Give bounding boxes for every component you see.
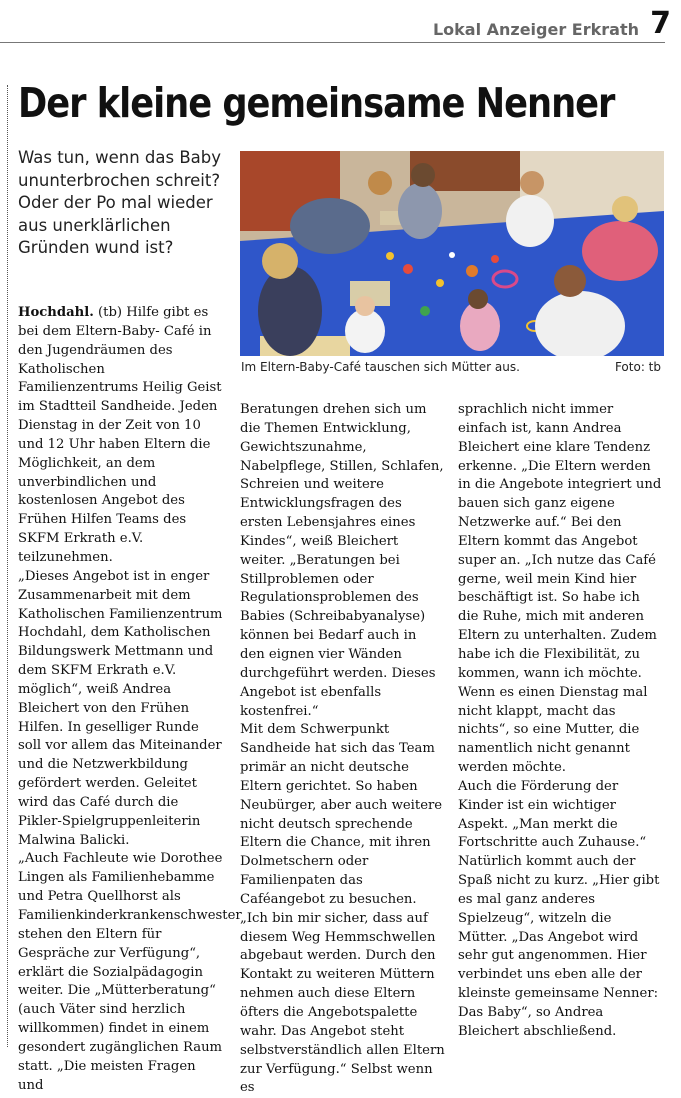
caption-text: Im Eltern-Baby-Café tauschen sich Mütter aus. <box>241 360 520 374</box>
dotted-margin-line <box>7 85 8 1047</box>
page-number: 7 <box>650 6 671 41</box>
headline: Der kleine gemeinsame Nenner <box>18 79 615 127</box>
article-column-2 <box>240 401 445 1098</box>
paragraph: sprachlich nicht immer einfach ist, kann Andrea Bleichert eine klare Tendenz erkenne. „Die Eltern werden in die Angebote integriert und bauen sich ganz eigene Netzwerke auf.“ Bei den Eltern kommt das Angebot super an. „Ich nutze das Café gerne, weil mein Kind hier beschäftigt ist. So habe ich die Ruhe, mich mit anderen Eltern zu unterhalten. Zudem habe ich die Flexibilität, zu kommen, wann ich möchte. Wenn es einen Dienstag mal nicht klappt, macht das nichts“, so eine Mutter, die namentlich nicht genannt werden möchte. <box>458 402 662 776</box>
photo-credit: Foto: tb <box>614 360 661 374</box>
paragraph-text: (tb) Hilfe gibt es bei dem Eltern-Baby- Café in den Jugendräumen des Katholischen Familienzentrums Heilig Geist im Stadtteil Sandheide. Jeden Dienstag in der Zeit von 10 und 12 Uhr haben Eltern die Möglichkeit, an dem unverbindlichen und kostenlosen Angebot des Frühen Hilfen Teams des SKFM Erkrath e.V. teilzunehmen. <box>18 305 222 565</box>
paragraph <box>18 304 225 568</box>
paragraph: „Auch Fachleute wie Dorothee Lingen als Familienhebamme und Petra Quellhorst als Familienkinderkrankenschwester stehen den Eltern für Gespräche zur Verfügung“, erklärt die Sozialpädagogin weiter. Die „Mütterberatung“ (auch Väter sind herzlich willkommen) findet in einem gesondert zugänglichen Raum statt. „Die meisten Fragen und <box>18 851 242 1093</box>
paragraph: Mit dem Schwerpunkt Sandheide hat sich das Team primär an nicht deutsche Eltern gerichtet. So haben Neubürger, aber auch weitere nicht deutsch sprechende Eltern die Chance, mit ihren Dolmetschern oder Familienpaten das Caféangebot zu besuchen. „Ich bin mir sicher, dass auf diesem Weg Hemmschwellen abgebaut werden. Durch den Kontakt zu weiteren Müttern nehmen auch diese Eltern öfters die Angebotspalette wahr. Das Angebot steht selbstverständlich allen Eltern zur Verfügung.“ Selbst wenn es <box>240 722 445 1096</box>
publication-name: Lokal Anzeiger Erkrath <box>432 20 639 39</box>
paragraph: „Dieses Angebot ist in enger Zusammenarbeit mit dem Katholischen Familienzentrum Hochdahl, dem Katholischen Bildungswerk Mettmann und dem SKFM Erkrath e.V. möglich“, weiß Andrea Bleichert von den Frühen Hilfen. In geselliger Runde soll vor allem das Miteinander und die Netzwerkbildung gefördert werden. Geleitet wird das Café durch die Pikler-Spielgruppenleiterin Malwina Balicki. <box>18 568 223 848</box>
article-photo <box>240 151 664 356</box>
paragraph: Beratungen drehen sich um die Themen Entwicklung, Gewichtszunahme, Nabelpflege, Stillen, Schlafen, Schreien und weitere Entwicklungsfragen des ersten Lebensjahres eines Kindes“, weiß Bleichert weiter. „Beratungen bei Stillproblemen oder Regulationsproblemen des Babies (Schreibabyanalyse) können bei Bedarf auch in den eignen vier Wänden durchgeführt werden. Dieses Angebot ist ebenfalls kostenfrei.“ <box>240 402 444 719</box>
header-rule <box>0 42 665 43</box>
article-column-1 <box>18 304 242 1095</box>
dateline: Hochdahl. <box>18 305 94 320</box>
lead-paragraph: Was tun, wenn das Baby ununterbrochen schreit? Oder der Po mal wieder aus unerklärlichen Gründen wund ist? <box>18 148 221 257</box>
paragraph: Auch die Förderung der Kinder ist ein wichtiger Aspekt. „Man merkt die Fortschritte auch Zuhause.“ Natürlich kommt auch der Spaß nicht zu kurz. „Hier gibt es mal ganz anderes Spielzeug“, witzeln die Mütter. „Das Angebot wird sehr gut angenommen. Hier verbindet uns eben alle der kleinste gemeinsame Nenner: Das Baby“, so Andrea Bleichert abschließend. <box>458 778 660 1039</box>
article-column-3 <box>458 401 664 1042</box>
photo-caption <box>241 360 661 374</box>
photo-illustration <box>240 151 664 356</box>
